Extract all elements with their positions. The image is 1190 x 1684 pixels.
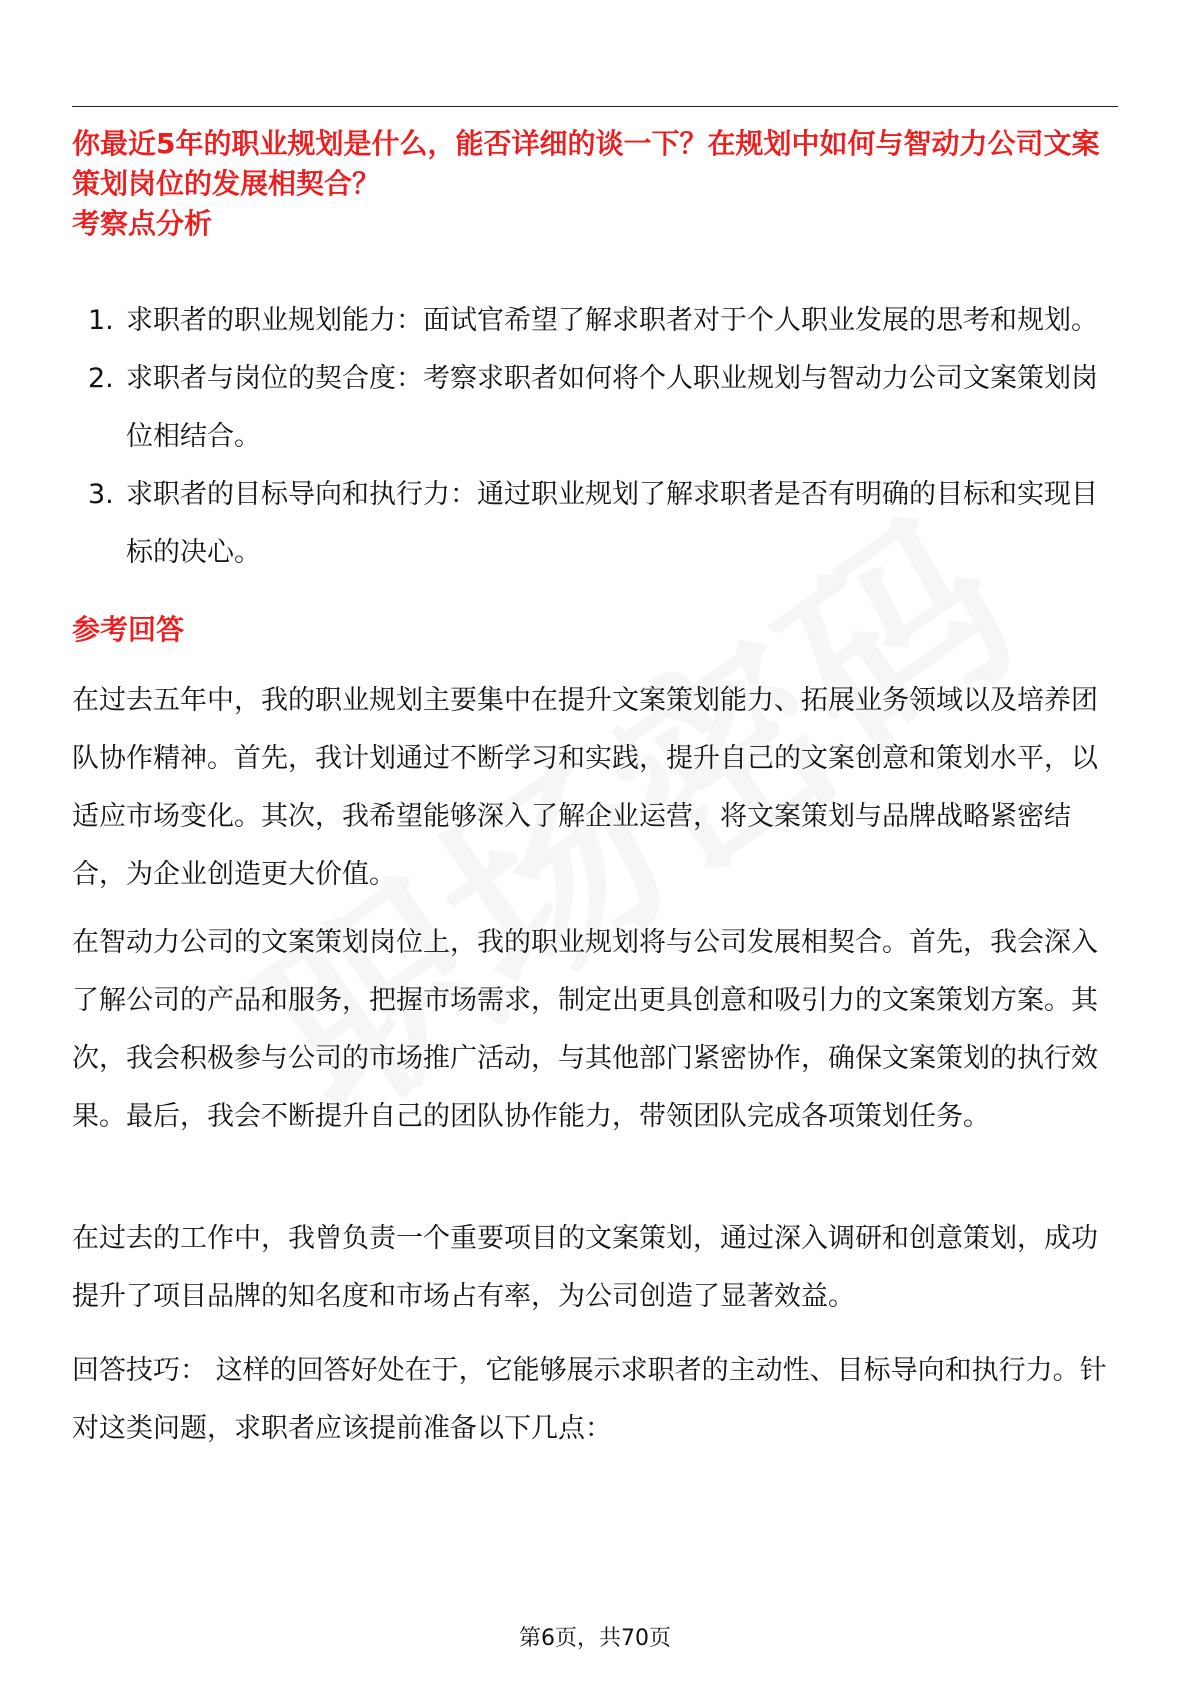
answer-heading: 参考回答 [72,613,185,646]
analysis-points [72,292,1118,582]
analysis-point [72,466,1118,582]
point-number: 2. [88,363,114,394]
point-text: 求职者的目标导向和执行力：通过职业规划了解求职者是否有明确的目标和实现目标的决心。 [126,479,1098,568]
analysis-point [72,292,1118,350]
page-number: 第6页，共70页 [519,1626,671,1651]
answer-paragraph: 在智动力公司的文案策划岗位上，我的职业规划将与公司发展相契合。首先，我会深入了解公司的产品和服务，把握市场需求，制定出更具创意和吸引力的文案策划方案。其次，我会积极参与公司的市场推广活动，与其他部门紧密协作，确保文案策划的执行效果。最后，我会不断提升自己的团队协作能力，带领团队完成各项策划任务。 [72,927,1098,1132]
answer-paragraph: 在过去五年中，我的职业规划主要集中在提升文案策划能力、拓展业务领域以及培养团队协作精神。首先，我计划通过不断学习和实践，提升自己的文案创意和策划水平，以适应市场变化。其次，我希望能够深入了解企业运营，将文案策划与品牌战略紧密结合，为企业创造更大价值。 [72,685,1098,890]
point-text: 求职者与岗位的契合度：考察求职者如何将个人职业规划与智动力公司文案策划岗位相结合。 [126,363,1098,452]
point-number: 3. [88,479,114,510]
point-text: 求职者的职业规划能力：面试官希望了解求职者对于个人职业发展的思考和规划。 [126,305,1098,336]
answer-paragraph: 在过去的工作中，我曾负责一个重要项目的文案策划，通过深入调研和创意策划，成功提升了项目品牌的知名度和市场占有率，为公司创造了显著效益。 [72,1223,1098,1312]
answer-tip: 回答技巧： 这样的回答好处在于，它能够展示求职者的主动性、目标导向和执行力。针对这类问题，求职者应该提前准备以下几点： [72,1355,1107,1444]
top-divider [72,106,1118,107]
question-title: 你最近5年的职业规划是什么，能否详细的谈一下？在规划中如何与智动力公司文案策划岗位的发展相契合？ [72,127,1100,200]
analysis-heading: 考察点分析 [72,207,213,240]
point-number: 1. [88,305,114,336]
analysis-point [72,350,1118,466]
